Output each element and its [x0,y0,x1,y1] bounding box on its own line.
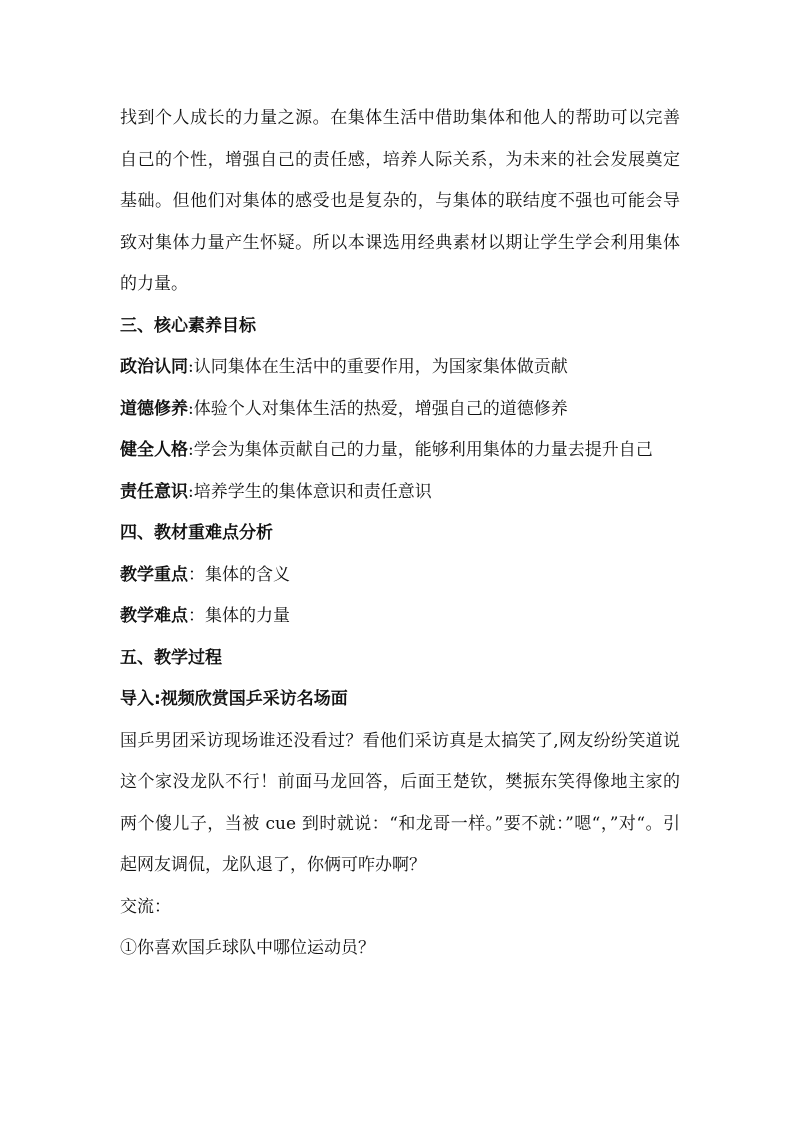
goal-text: :学会为集体贡献自己的力量，能够利用集体的力量去提升自己 [188,440,653,460]
section-heading-process: 五、教学过程 [120,647,222,668]
process-paragraph: 国乒男团采访现场谁还没看过？看他们采访真是太搞笑了,网友纷纷笑道说这个家没龙队不行！前面马龙回答，后面王楚钦，樊振东笑得像地主家的两个傻儿子，当被 cue 到时就说：“和龙哥一样。”要不就：”嗯“，”对“。引起网友调侃，龙队退了，你俩可咋办啊？ [120,730,680,875]
process-subheading: 导入:视频欣赏国乒采访名场面 [120,689,348,709]
goal-item-political [120,347,680,389]
goal-text: :培养学生的集体意识和责任意识 [188,481,432,502]
goal-label: 政治认同 [120,357,188,377]
intro-paragraph: 找到个人成长的力量之源。在集体生活中借助集体和他人的帮助可以完善自己的个性，增强自己的责任感，培养人际关系，为未来的社会发展奠定基础。但他们对集体的感受也是复杂的，与集体的联结度不强也可能会导致对集体力量产生怀疑。所以本课选用经典素材以期让学生学会利用集体的力量。 [120,108,680,294]
goal-text: :认同集体在生活中的重要作用，为国家集体做贡献 [188,357,568,377]
goal-label: 道德修养 [120,398,188,419]
difficult-point-text: ：集体的力量 [188,606,290,626]
difficult-point-label: 教学难点 [120,606,188,626]
difficult-point-item [120,596,680,638]
key-point-text: ：集体的含义 [188,564,290,585]
key-point-item [120,555,680,597]
key-point-label: 教学重点 [120,564,188,585]
goal-item-personality [120,430,680,472]
question-item: ①你喜欢国乒球队中哪位运动员？ [120,938,375,958]
document-body [120,98,680,970]
section-heading-core-goals: 三、核心素养目标 [120,315,256,336]
goal-text: :体验个人对集体生活的热爱，增强自己的道德修养 [188,398,568,419]
exchange-label: 交流： [120,896,171,917]
goal-label: 责任意识 [120,481,188,502]
section-heading-key-points: 四、教材重难点分析 [120,523,273,543]
goal-label: 健全人格 [120,440,188,460]
goal-item-responsibility [120,472,680,514]
goal-item-moral [120,389,680,431]
